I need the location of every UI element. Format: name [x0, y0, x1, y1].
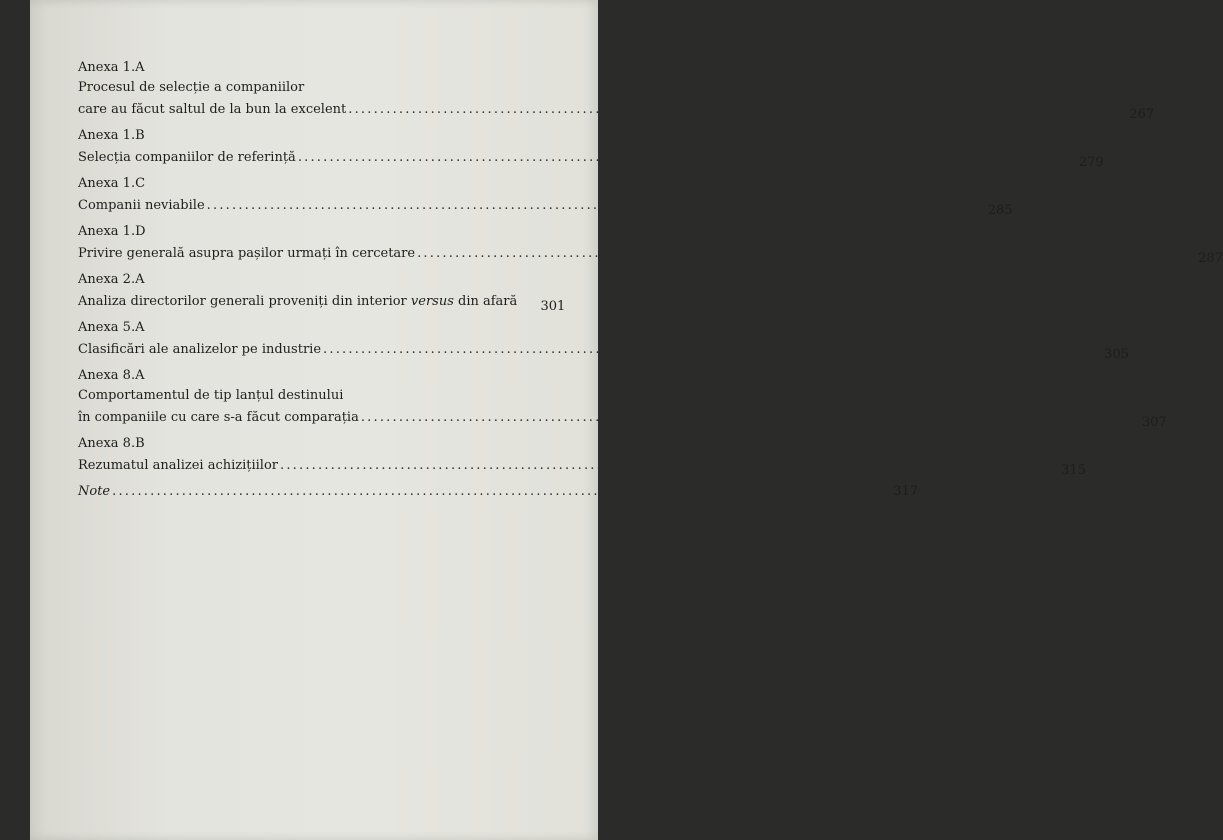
- dot-leader: ........................................................................................................................: [360, 410, 1121, 425]
- entry-last-line: [78, 98, 1155, 122]
- entry-last-line: [78, 482, 919, 502]
- table-of-contents: [78, 58, 1223, 508]
- dot-leader: ........................................................................................................................: [280, 458, 1040, 473]
- annex-label: Anexa 1.A: [78, 60, 145, 75]
- entry-title-line: Comportamentul de tip lanțul destinului: [78, 388, 344, 403]
- toc-entry-anexa-8a[interactable]: [78, 366, 1167, 430]
- toc-entry-anexa-1d[interactable]: [78, 222, 1223, 266]
- dot-leader: ........................................................................................................................: [297, 150, 1058, 165]
- entry-last-line: [78, 454, 1086, 478]
- entry-title-line: Procesul de selecție a companiilor: [78, 80, 305, 95]
- entry-last-line: [78, 242, 1223, 266]
- entry-title-line: care au făcut saltul de la bun la excelent: [78, 102, 347, 117]
- dot-leader: ........................................................................................................................: [323, 342, 1083, 357]
- entry-title-line: Rezumatul analizei achizițiilor: [78, 458, 278, 473]
- toc-entry-anexa-2a[interactable]: [78, 270, 566, 314]
- entry-last-line: [78, 290, 566, 314]
- page-number: 287: [1198, 251, 1223, 266]
- annex-label: Anexa 1.C: [78, 176, 146, 191]
- annex-label: Anexa 1.D: [78, 224, 146, 239]
- entry-title-line: Companii neviabile: [78, 198, 205, 213]
- page-number: 285: [987, 203, 1013, 218]
- entry-last-line: [78, 194, 1013, 218]
- toc-entry-anexa-1a[interactable]: [78, 58, 1155, 122]
- toc-entry-anexa-1b[interactable]: [78, 126, 1104, 170]
- annex-label: Anexa 1.B: [78, 128, 145, 143]
- entry-last-line: [78, 146, 1104, 170]
- entry-title-line: Privire generală asupra pașilor urmați în cercetare: [78, 246, 416, 261]
- italic-word: versus: [410, 294, 454, 309]
- page-number: 279: [1078, 155, 1104, 170]
- page-number: 307: [1141, 415, 1167, 430]
- toc-entry-anexa-8b[interactable]: [78, 434, 1086, 478]
- toc-entry-anexa-5a[interactable]: [78, 318, 1129, 362]
- dot-leader: ........................................................................................................................: [417, 246, 1177, 261]
- dot-leader: ........................................................................................................................: [348, 102, 1109, 117]
- entry-title-line: Clasificări ale analizelor pe industrie: [78, 342, 322, 357]
- annex-label: Anexa 8.A: [78, 368, 145, 383]
- page-number: 301: [540, 299, 566, 314]
- notes-label: Note: [78, 484, 111, 499]
- toc-entry-notes[interactable]: [78, 482, 919, 502]
- dot-leader: ........................................................................................................................: [206, 198, 967, 213]
- toc-entry-anexa-1c[interactable]: [78, 174, 1013, 218]
- dot-leader: ........................................................................................................................: [112, 484, 873, 499]
- annex-label: Anexa 2.A: [78, 272, 145, 287]
- entry-title-line: în companiile cu care s-a făcut comparația: [78, 410, 359, 425]
- page-number: 315: [1061, 463, 1086, 478]
- page-number: 305: [1104, 347, 1129, 362]
- entry-last-line: [78, 406, 1167, 430]
- annex-label: Anexa 5.A: [78, 320, 145, 335]
- page-number: 267: [1129, 107, 1155, 122]
- entry-title-rich: Analiza directorilor generali proveniți din interior versus din afară: [78, 294, 518, 309]
- entry-last-line: [78, 338, 1129, 362]
- entry-title-line: Selecția companiilor de referință: [78, 150, 296, 165]
- page-number: 317: [893, 484, 919, 499]
- annex-label: Anexa 8.B: [78, 436, 145, 451]
- entry-title-line: [78, 292, 517, 312]
